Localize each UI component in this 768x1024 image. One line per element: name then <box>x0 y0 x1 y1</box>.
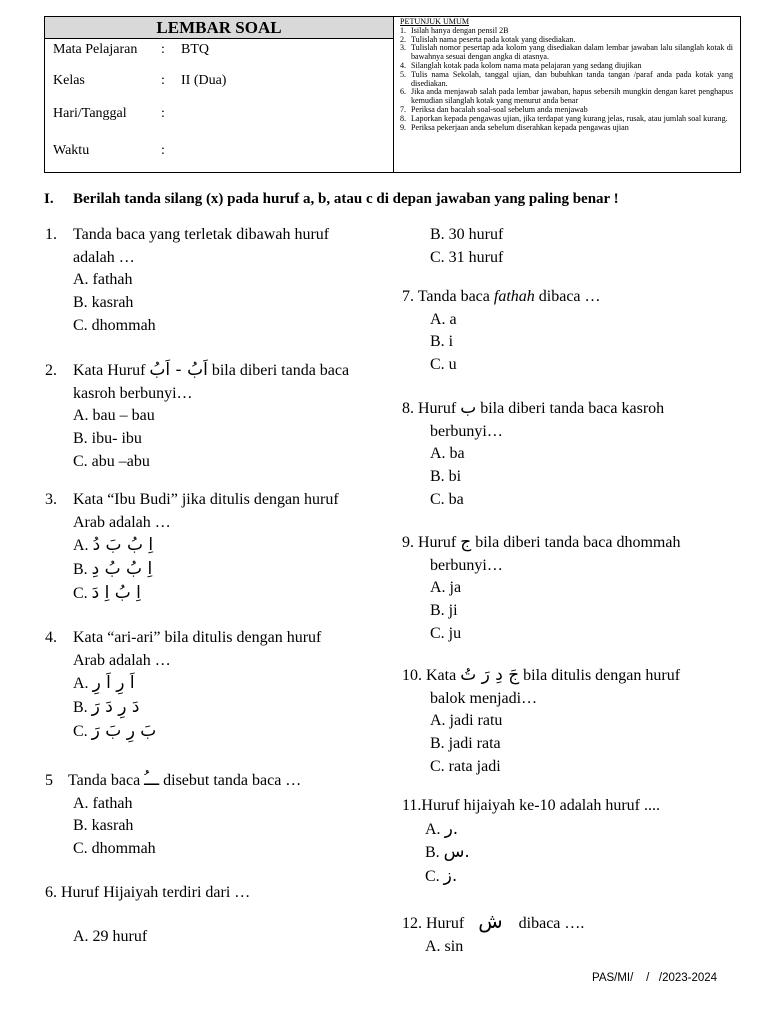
petunjuk-number: 9. <box>400 122 407 132</box>
question-number: 1. <box>45 226 57 243</box>
option-letter: C. <box>425 868 440 886</box>
question-6 <box>45 882 390 948</box>
option-letter: B. <box>425 844 440 862</box>
header-table <box>44 16 741 173</box>
option-b[interactable]: B. kasrah <box>73 817 134 835</box>
field-sep: : <box>161 106 165 121</box>
question-text: 12. Huruf <box>402 915 465 932</box>
option-a[interactable]: A. jadi ratu <box>430 712 503 730</box>
option-b[interactable]: B. kasrah <box>73 294 134 312</box>
option-letter: B. <box>73 699 88 717</box>
field-value: II (Dua) <box>181 73 227 88</box>
option-b[interactable]: B. ji <box>430 602 458 620</box>
petunjuk-text: Tulislah nomor pesertap ada kolom yang disediakan dalam lembar jawaban lalu silanglah kotak di bawahnya sesuai dengan angka di atasnya. <box>411 43 733 62</box>
arabic-text: ش <box>478 909 503 933</box>
arabic-text: اِ بُ بُ دِ <box>91 559 153 580</box>
option-a[interactable]: A. fathah <box>73 271 133 289</box>
option-letter: B. <box>73 561 88 579</box>
option-letter: A. <box>73 675 89 693</box>
option-a[interactable]: A. bau – bau <box>73 407 155 425</box>
question-number: 3. <box>45 491 57 508</box>
sheet-title: LEMBAR SOAL <box>45 17 393 39</box>
question-1 <box>45 224 390 338</box>
arabic-text: جَ دِ رَ تُ <box>460 665 520 685</box>
arabic-text: بَ رِ بَ رَ <box>91 720 157 741</box>
question-5 <box>45 769 390 861</box>
question-text: 11.Huruf hijaiyah ke-10 adalah huruf .... <box>402 797 660 814</box>
option-letter: C. <box>73 584 88 602</box>
petunjuk-list <box>400 27 733 133</box>
option-a[interactable] <box>45 672 390 696</box>
field-value: BTQ <box>181 42 209 57</box>
option-b[interactable] <box>45 696 390 720</box>
arabic-text: ب <box>460 398 477 418</box>
arabic-text: ج <box>460 532 472 552</box>
option-c[interactable]: C. ju <box>430 624 462 642</box>
petunjuk-item <box>400 88 733 106</box>
petunjuk-item <box>400 124 733 133</box>
question-text: Tanda baca <box>68 772 141 789</box>
petunjuk-number: 3. <box>400 43 407 53</box>
question-text: 10. Kata <box>402 667 457 684</box>
question-text: dibaca …. <box>518 915 585 932</box>
question-text: Arab adalah … <box>73 513 171 531</box>
question-text: Kata “ari-ari” bila ditulis dengan huruf <box>73 629 322 646</box>
footer-code: PAS/MI/ / /2023-2024 <box>592 972 718 984</box>
petunjuk-number: 8. <box>400 113 407 123</box>
question-text: 7. Tanda baca <box>402 288 490 305</box>
petunjuk-text: Jika anda menjawab salah pada lembar jawaban, hapus sebersih mungkin dengan karet penghapus kemudian silanglah kotak yang menurut anda benar <box>411 87 733 106</box>
petunjuk-text: Periksa dan bacalah soal-soal sebelum anda menjawab <box>411 104 588 114</box>
question-text: Arab adalah … <box>73 651 171 669</box>
petunjuk-text: Silanglah kotak pada kolom nama mata pelajaran yang sedang diujikan <box>411 60 642 70</box>
question-text: 6. Huruf Hijaiyah terdiri dari … <box>45 884 251 901</box>
section-number: I. <box>44 191 54 207</box>
question-text: dibaca … <box>538 288 601 305</box>
arabic-text: اَبُ - اَبُ <box>149 360 208 380</box>
petunjuk-number: 2. <box>400 34 407 44</box>
option-letter: A. <box>73 537 89 555</box>
question-text-italic: fathah <box>493 288 535 305</box>
arabic-text: اِ بُ اِ دَ <box>91 582 141 603</box>
option-a[interactable]: A. ba <box>430 445 465 463</box>
option-letter: C. <box>73 722 88 740</box>
question-text: berbunyi… <box>430 422 503 440</box>
question-text: bila diberi tanda baca kasroh <box>480 400 665 417</box>
question-number: 5 <box>45 772 53 789</box>
petunjuk-number: 6. <box>400 87 407 97</box>
question-text: bila diberi tanda baca <box>211 362 350 379</box>
question-11 <box>402 795 742 889</box>
petunjuk-number: 1. <box>400 25 407 35</box>
question-text: balok menjadi… <box>430 689 538 707</box>
option-b[interactable]: B. 30 huruf <box>430 226 504 243</box>
arabic-text: اِ بُ بَ دُ <box>92 535 154 556</box>
field-sep: : <box>161 42 165 57</box>
question-text: Kata Huruf <box>73 362 146 379</box>
petunjuk-text: Isilah hanya dengan pensil 2B <box>411 25 509 35</box>
option-b[interactable] <box>45 558 390 582</box>
field-label: Hari/Tanggal <box>53 106 127 121</box>
question-text: bila ditulis dengan huruf <box>523 667 681 684</box>
option-c[interactable]: C. dhommah <box>73 316 156 334</box>
question-2 <box>45 359 390 474</box>
question-text: disebut tanda baca … <box>163 772 302 789</box>
field-mata-pelajaran <box>53 42 137 58</box>
section-heading <box>44 191 619 208</box>
section-instruction: Berilah tanda silang (x) pada huruf a, b, atau c di depan jawaban yang paling benar ! <box>73 191 619 207</box>
option-a[interactable] <box>402 818 742 842</box>
petunjuk-title: PETUNJUK UMUM <box>400 17 470 26</box>
question-text: 8. Huruf <box>402 400 457 417</box>
arabic-text: دَ رِ دَ رَ <box>91 697 140 718</box>
arabic-text: .ر <box>444 818 459 839</box>
option-c[interactable]: C. 31 huruf <box>430 248 504 266</box>
option-b[interactable] <box>402 841 742 865</box>
option-a[interactable] <box>45 534 390 558</box>
petunjuk-number: 5. <box>400 69 407 79</box>
question-text: Kata “Ibu Budi” jika ditulis dengan huruf <box>73 491 339 508</box>
question-text: adalah … <box>73 248 135 266</box>
question-12 <box>402 910 742 958</box>
question-number: 2. <box>45 362 57 379</box>
question-9 <box>402 531 742 646</box>
harakat-mark: ـــُ <box>144 770 160 790</box>
field-sep: : <box>161 73 165 88</box>
option-a[interactable]: A. fathah <box>73 794 133 812</box>
option-c[interactable]: C. ba <box>430 490 464 508</box>
petunjuk-text: Tulis nama Sekolah, tanggal ujian, dan bubuhkan tanda tangan /paraf anda pada kotak yang disediakan. <box>411 69 733 88</box>
petunjuk-text: Laporkan kepada pengawas ujian, jika terdapat yang kurang jelas, rusak, atau jumlah soal kurang. <box>411 113 728 123</box>
question-8 <box>402 397 742 512</box>
option-c[interactable]: C. u <box>430 356 457 374</box>
question-text: Tanda baca yang terletak dibawah huruf <box>73 226 330 243</box>
petunjuk-number: 7. <box>400 104 407 114</box>
field-sep: : <box>161 143 165 158</box>
option-b[interactable]: B. i <box>430 333 454 351</box>
question-7 <box>402 286 742 377</box>
question-3 <box>45 489 390 606</box>
option-c[interactable]: C. rata jadi <box>430 757 501 775</box>
arabic-text: .ز <box>443 866 458 887</box>
petunjuk-umum <box>394 17 740 172</box>
petunjuk-number: 4. <box>400 60 407 70</box>
option-b[interactable]: B. jadi rata <box>430 735 501 753</box>
option-a[interactable]: A. 29 huruf <box>73 927 148 945</box>
question-text: kasroh berbunyi… <box>73 384 193 402</box>
option-c[interactable] <box>402 865 742 889</box>
option-letter: A. <box>425 820 441 838</box>
question-text: 9. Huruf <box>402 534 457 551</box>
field-label: Kelas <box>53 73 85 88</box>
question-4 <box>45 627 390 744</box>
petunjuk-item <box>400 71 733 89</box>
question-6-continued <box>402 224 742 269</box>
option-a[interactable]: A. sin <box>425 937 464 955</box>
question-text: berbunyi… <box>430 556 503 574</box>
question-number: 4. <box>45 629 57 646</box>
question-10 <box>402 664 742 779</box>
option-c[interactable] <box>45 720 390 744</box>
arabic-text: اَ رِ اَ رِ <box>92 673 135 694</box>
option-b[interactable]: B. ibu- ibu <box>73 430 142 448</box>
header-info <box>45 17 394 172</box>
petunjuk-text: Periksa pekerjaan anda sebelum diserahkan kepada pengawas ujian <box>411 122 629 132</box>
option-c[interactable]: C. abu –abu <box>73 452 150 470</box>
option-a[interactable]: A. ja <box>430 579 462 597</box>
option-b[interactable]: B. bi <box>430 468 462 486</box>
option-a[interactable]: A. a <box>430 310 457 328</box>
petunjuk-text: Tulislah nama peserta pada kotak yang disediakan. <box>411 34 576 44</box>
option-c[interactable] <box>45 582 390 606</box>
petunjuk-item <box>400 44 733 62</box>
field-label: Mata Pelajaran <box>53 42 138 57</box>
question-text: bila diberi tanda baca dhommah <box>475 534 681 551</box>
arabic-text: .س <box>443 842 470 863</box>
option-c[interactable]: C. dhommah <box>73 840 156 858</box>
field-label: Waktu <box>53 143 90 158</box>
